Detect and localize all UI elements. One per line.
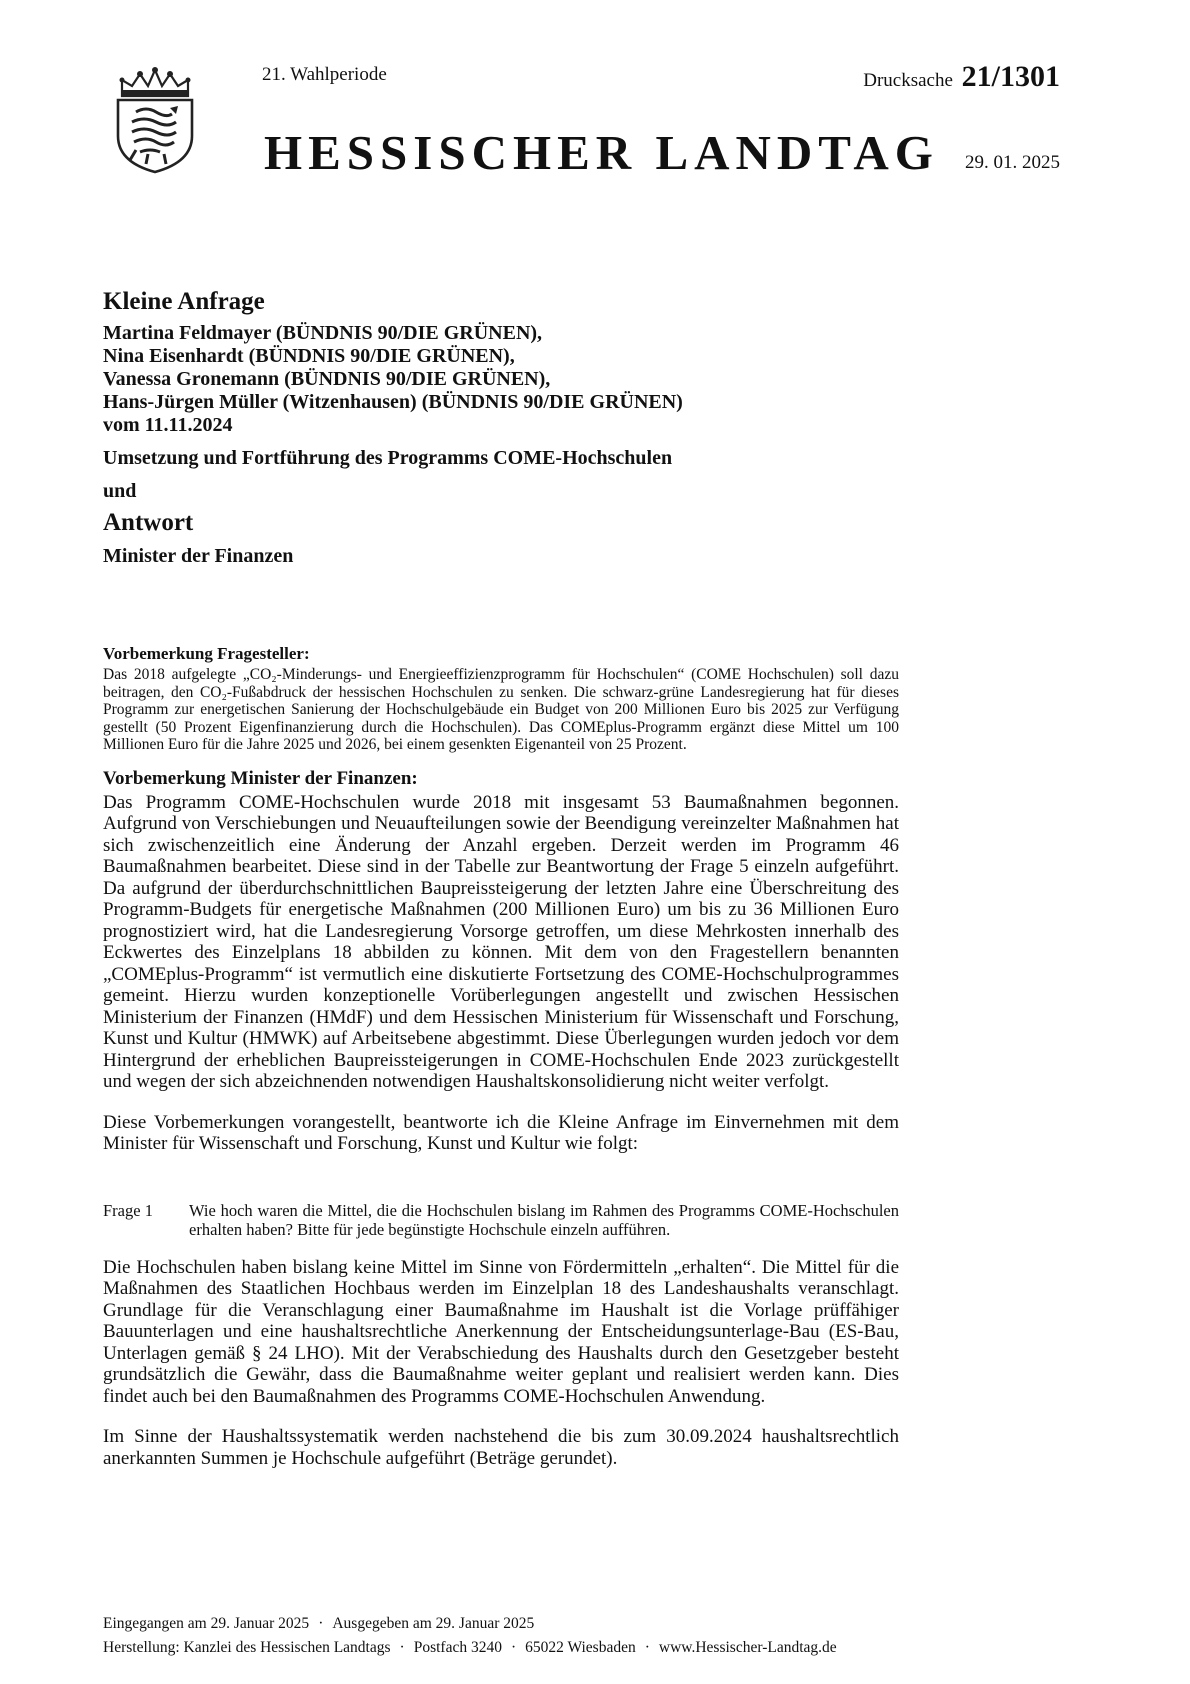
vorbemerkung-minister-text: Das Programm COME-Hochschulen wurde 2018 mit insgesamt 53 Baumaßnahmen begonnen. Aufgrund von Verschiebungen und Neuaufteilungen sowie der Beendigung vereinzelter Maßnahmen hat sich zwischenzeitlich eine Änderung der Anzahl ergeben. Derzeit werden im Programm 46 Baumaßnahmen bearbeitet. Diese sind in der Tabelle zur Beantwortung der Frage 5 einzeln aufgeführt. Da aufgrund der überdurchschnittlichen Baupreissteigerung der letzten Jahre eine Überschreitung des Programm-Budgets für energetische Maßnahmen (200 Millionen Euro) um bis zu 36 Millionen Euro prognostiziert wird, hat die Landesregierung Vorsorge getroffen, um diese Mehrkosten innerhalb des Eckwertes des Einzelplans 18 abbilden zu können. Mit dem von den Fragestellern benannten „COMEplus-Programm“ ist vermutlich eine diskutierte Fortsetzung des COME-Hochschulprogrammes gemeint. Hierzu wurden konzeptionelle Vorüberlegungen angestellt und zwischen Hessischen Ministerium der Finanzen (HMdF) und dem Hessischen Ministerium für Wissenschaft und Forschung, Kunst und Kultur (HMWK) auf Arbeitsebene abgestimmt. Diese Überlegungen wurden jedoch vor dem Hintergrund der erheblichen Baupreissteigerungen in COME-Hochschulen Ende 2023 zurückgestellt und wegen der sich abzeichnenden notwendigen Haushaltskonsolidierung nicht weiter verfolgt.: [103, 791, 899, 1092]
anfrage-type: Kleine Anfrage: [103, 288, 265, 315]
antwort-heading: Antwort: [103, 509, 194, 536]
frage-1-answer-paragraph: Die Hochschulen haben bislang keine Mittel im Sinne von Fördermitteln „erhalten“. Die Mittel für die Maßnahmen des Staatlichen Hochbaus werden im Einzelplan 18 des Landeshaushalts veranschlagt. Grundlage für die Veranschlagung einer Baumaßnahme im Haushalt ist die Vorlage prüffähiger Bauunterlagen und eine haushaltsrechtliche Anerkennung der Entscheidungsunterlage-Bau (ES-Bau, Unterlagen gemäß § 24 LHO). Mit der Verabschiedung des Haushalts durch den Gesetzgeber besteht grundsätzlich die Gewähr, dass die Baumaßnahme weiter geplant und realisiert werden kann. Dies findet auch bei den Baumaßnahmen des Programms COME-Hochschulen Anwendung.: [103, 1256, 899, 1407]
footer-eingegangen: Eingegangen am 29. Januar 2025: [103, 1615, 310, 1632]
frage-1-text: Wie hoch waren die Mittel, die die Hochschulen bislang im Rahmen des Programms COME-Hochschulen erhalten haben? Bitte für jede begünstigte Hochschule einzeln aufführen.: [189, 1200, 899, 1239]
footer-line-2: [103, 1636, 983, 1660]
vorbemerkung-fragesteller-text: Das 2018 aufgelegte „CO₂-Minderungs- und Energieeffizienzprogramm für Hochschulen“ (COME Hochschulen) soll dazu beitragen, den CO₂-Fußabdruck der hessischen Hochschulen zu senken. Die schwarz-grüne Landesregierung hat für dieses Programm zur energetischen Sanierung der Hochschulgebäude ein Budget von 200 Millionen Euro bis 2025 zur Verfügung gestellt (50 Prozent Eigenfinanzierung durch die Hochschulen). Das COMEplus-Programm ergänzt diese Mittel um 100 Millionen Euro für die Jahre 2025 und 2026, bei einem gesenkten Eigenanteil von 25 Prozent.: [103, 666, 899, 753]
vorbemerkung-fragesteller-heading: Vorbemerkung Fragesteller:: [103, 644, 310, 663]
author-line: Martina Feldmayer (BÜNDNIS 90/DIE GRÜNEN),: [103, 322, 543, 344]
respondent: Minister der Finanzen: [103, 545, 294, 567]
frage-1-label: Frage 1: [103, 1200, 153, 1220]
footer-herstellung: Herstellung: Kanzlei des Hessischen Landtags: [103, 1639, 391, 1656]
footer-separator: ·: [399, 1639, 405, 1656]
author-line: Vanessa Gronemann (BÜNDNIS 90/DIE GRÜNEN),: [103, 368, 551, 390]
anfrage-topic: Umsetzung und Fortführung des Programms COME-Hochschulen: [103, 447, 673, 469]
footer: [103, 1612, 983, 1660]
drucksache-label-text: Drucksache: [863, 70, 953, 91]
footer-ort: 65022 Wiesbaden: [525, 1639, 636, 1656]
drucksache-label: [863, 60, 1060, 94]
frage-1: [103, 1201, 899, 1239]
anfrage-date: vom 11.11.2024: [103, 414, 233, 436]
frage-1-answer-paragraph: Im Sinne der Haushaltssystematik werden nachstehend die bis zum 30.09.2024 haushaltsrechtlich anerkannten Summen je Hochschule aufgeführt (Beträge gerundet).: [103, 1426, 899, 1469]
document-body: [103, 644, 899, 1469]
footer-separator: ·: [510, 1639, 517, 1656]
drucksache-number: 21/1301: [961, 60, 1060, 93]
anfrage-block: [103, 288, 963, 568]
footer-separator: ·: [318, 1615, 324, 1632]
institution-title: HESSISCHER LANDTAG: [264, 125, 939, 180]
footer-postfach: Postfach 3240: [413, 1639, 502, 1656]
author-line: Hans-Jürgen Müller (Witzenhausen) (BÜNDNIS 90/DIE GRÜNEN): [103, 391, 683, 413]
author-line: Nina Eisenhardt (BÜNDNIS 90/DIE GRÜNEN),: [103, 345, 515, 367]
footer-ausgegeben: Ausgegeben am 29. Januar 2025: [332, 1615, 535, 1632]
und-text: und: [103, 480, 137, 502]
document-date: 29. 01. 2025: [965, 152, 1060, 173]
wahlperiode: 21. Wahlperiode: [262, 64, 387, 85]
vorbemerkung-closing-text: Diese Vorbemerkungen vorangestellt, beantworte ich die Kleine Anfrage im Einvernehmen mit dem Minister für Wissenschaft und Forschung, Kunst und Kultur wie folgt:: [103, 1111, 899, 1154]
hessen-coat-of-arms-icon: [112, 66, 198, 174]
footer-website-link[interactable]: www.Hessischer-Landtag.de: [658, 1639, 837, 1656]
vorbemerkung-minister-heading: Vorbemerkung Minister der Finanzen:: [103, 767, 418, 789]
footer-separator: ·: [644, 1639, 650, 1656]
footer-line-1: [103, 1612, 983, 1636]
